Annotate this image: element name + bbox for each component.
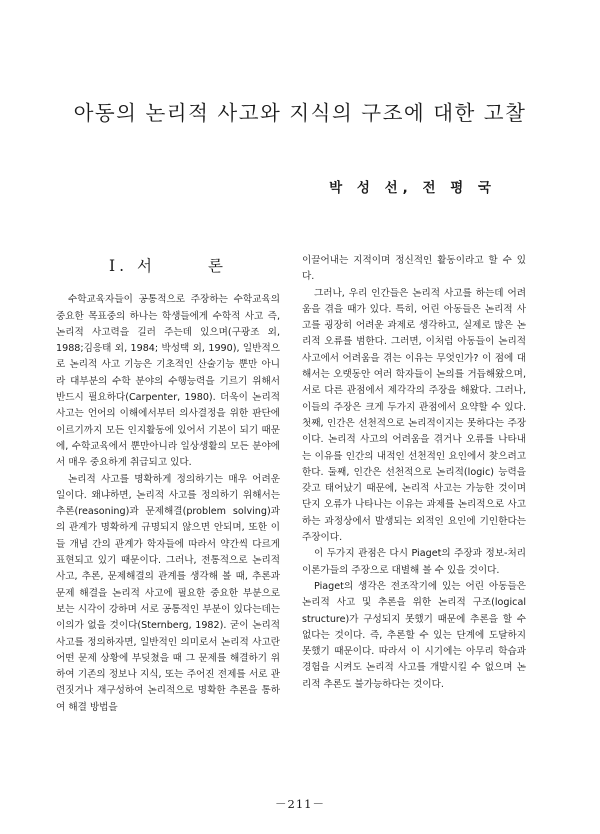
body-paragraph: Piaget의 생각은 전조작기에 있는 어린 아동들은 논리적 사고 및 추론을 위한 논리적 구조(logical structure)가 구성되지 못했기 때문에 추론을 할 수 없다는 것이다. 즉, 추론할 수 있는 단계에 도달하지 못했기 때문이다. 따라서 이 시기에는 아무리 학습과 경험을 시켜도 논리적 사고를 개발시킬 수 없으며 논리적 추론도 불가능하다는 것이다.: [302, 580, 526, 690]
left-column: [56, 252, 280, 716]
body-paragraph: 이 두가지 관점은 다시 Piaget의 주장과 정보-처리 이론가들의 주장으로 대별해 볼 수 있을 것이다.: [302, 548, 526, 576]
right-column: [302, 253, 526, 693]
paper-authors: 박 성 선, 전 평 국: [329, 180, 496, 196]
page-number: －211－: [275, 797, 325, 811]
body-paragraph: 수학교육자들이 공통적으로 주장하는 수학교육의 중요한 목표중의 하나는 학생들에게 수학적 사고 즉, 논리적 사고력을 길러 주는데 있으며(구광조 외, 1988;김응태 외, 1984; 박성택 외, 1990), 일반적으로 논리적 사고 기능은 기초적인 산술기능 뿐만 아니라 대부분의 수학 분야의 수행능력을 기르기 위해서 반드시 필요하다(Carpenter, 1980). 더욱이 논리적 사고는 언어의 이해에서부터 의사결정을 위한 판단에 이르기까지 모든 인지활동에 있어서 기본이 되기 때문에, 수학교육에서 뿐만아니라 일상생활의 모든 분야에서 매우 중요하게 취급되고 있다.: [56, 294, 280, 469]
body-paragraph: 이끌어내는 지적이며 정신적인 활동이라고 할 수 있다.: [302, 255, 526, 283]
section-number: Ⅰ. 서: [109, 257, 156, 275]
paper-title: 아동의 논리적 사고와 지식의 구조에 대한 고찰: [73, 101, 527, 125]
section-heading: [56, 258, 280, 274]
body-paragraph: 그러나, 우리 인간들은 논리적 사고를 하는데 어려움을 겪을 때가 있다. 특히, 어린 아동들은 논리적 사고를 굉장히 어려운 과제로 생각하고, 실제로 많은 논리적 오류를 범한다. 그러면, 이처럼 아동들이 논리적 사고에서 어려움을 겪는 이유는 무엇인가? 이 점에 대해서는 오랫동안 여러 학자들이 논의를 거듭해왔으며, 서로 다른 관점에서 제각각의 주장을 해왔다. 그러나, 이들의 주장은 크게 두가지 관점에서 요약할 수 있다. 첫째, 인간은 선천적으로 논리적이지는 못하다는 주장이다. 논리적 사고의 어려움을 겪거나 오류를 나타내는 이유를 인간의 내적인 선천적인 요인에서 찾으려고 한다. 둘째, 인간은 선천적으로 논리적(logic) 능력을 갖고 태어났기 때문에, 논리적 사고는 가능한 것이며 단지 오류가 나타나는 이유는 과제를 논리적으로 사고하는 과정상에서 발생되는 외적인 요인에 기인한다는 주장이다.: [302, 287, 526, 544]
body-paragraph: 논리적 사고를 명확하게 정의하기는 매우 어려운 일이다. 왜냐하면, 논리적 사고를 정의하기 위해서는 추론(reasoning)과 문제해결(problem solving)과의 관계가 명확하게 규명되지 않으면 안되며, 또한 이들 개념 간의 관계가 학자들에 따라서 약간씩 다르게 표현되고 있기 때문이다. 그러나, 전통적으로 논리적 사고, 추론, 문제해결의 관계를 생각해 볼 때, 추론과 문제 해결을 논리적 사고에 필요한 중요한 부분으로 보는 시각이 강하며 서로 공통적인 부분이 있다는데는 이의가 없을 것이다(Sternberg, 1982). 굳이 논리적 사고를 정의하자면, 일반적인 의미로서 논리적 사고란 어떤 문제 상황에 부딪쳤을 때 그 문제를 해결하기 위하여 기존의 정보나 지식, 또는 주어진 전제를 서로 관련짓거나 재구성하여 논리적으로 명확한 추론을 통하여 해결 방법을: [56, 473, 280, 713]
section-name: 론: [207, 257, 227, 275]
